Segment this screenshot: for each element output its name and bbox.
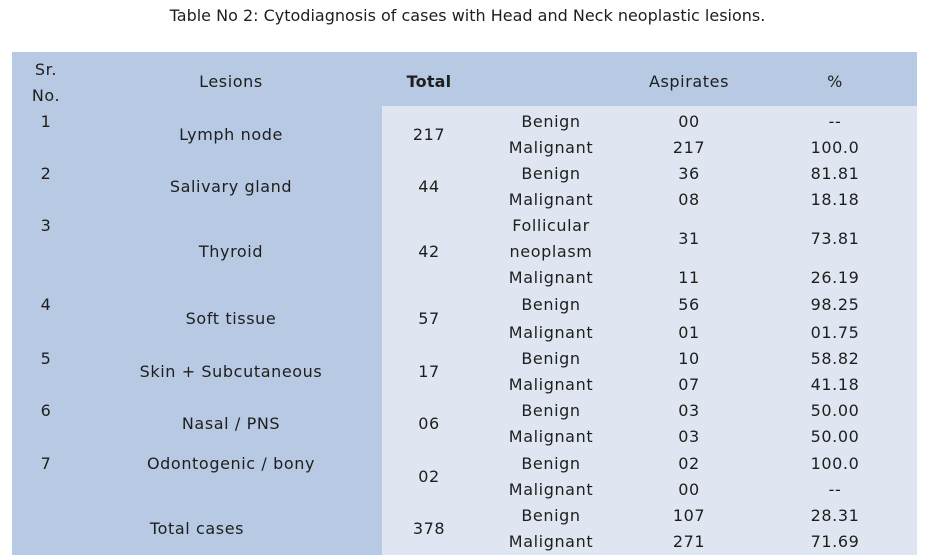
sub-percent: 73.81 <box>810 229 860 248</box>
row-lesion: Skin + Subcutaneous <box>139 362 323 381</box>
sub-percent: 01.75 <box>810 323 860 342</box>
sub-percent: -- <box>828 112 842 131</box>
sub-aspirates: 107 <box>672 506 706 525</box>
sub-type: Malignant <box>508 190 594 209</box>
row-lesion: Salivary gland <box>169 177 293 196</box>
sub-aspirates: 00 <box>678 112 700 131</box>
totals-total: 378 <box>412 519 446 538</box>
row-sr: 4 <box>40 295 52 314</box>
sub-type-line1: Follicular <box>512 216 590 235</box>
sub-type: Benign <box>521 164 581 183</box>
sub-type: Malignant <box>508 375 594 394</box>
row-sr: 6 <box>40 401 52 420</box>
sub-aspirates: 217 <box>672 138 706 157</box>
sub-type: Benign <box>521 506 581 525</box>
sub-type: Malignant <box>508 427 594 446</box>
sub-percent: 50.00 <box>810 427 860 446</box>
row-total: 217 <box>412 125 446 144</box>
sub-percent: 41.18 <box>810 375 860 394</box>
row-lesion: Odontogenic / bony <box>146 454 316 473</box>
header-aspirates: Aspirates <box>648 72 730 91</box>
sub-type: Benign <box>521 112 581 131</box>
sub-percent: 100.0 <box>810 138 860 157</box>
row-lesion: Thyroid <box>198 242 264 261</box>
sub-aspirates: 03 <box>678 401 700 420</box>
sub-type-line2: neoplasm <box>509 242 593 261</box>
sub-type: Benign <box>521 295 581 314</box>
row-lesion: Lymph node <box>179 125 283 144</box>
sub-aspirates: 08 <box>678 190 700 209</box>
row-lesion: Nasal / PNS <box>181 414 281 433</box>
sub-percent: 50.00 <box>810 401 860 420</box>
row-sr: 5 <box>40 349 52 368</box>
row-total: 57 <box>418 309 440 328</box>
sub-aspirates: 07 <box>678 375 700 394</box>
row-lesion: Soft tissue <box>185 309 277 328</box>
header-percent: % <box>827 72 843 91</box>
header-total: Total <box>406 72 452 91</box>
sub-type: Benign <box>521 454 581 473</box>
row-sr: 1 <box>40 112 52 131</box>
sub-aspirates: 56 <box>678 295 700 314</box>
row-sr: 2 <box>40 164 52 183</box>
row-total: 02 <box>418 467 440 486</box>
sub-percent: 71.69 <box>810 532 860 551</box>
header-sr-line1: Sr. <box>34 60 58 79</box>
sub-percent: 81.81 <box>810 164 860 183</box>
sub-type: Malignant <box>508 323 594 342</box>
sub-aspirates: 31 <box>678 229 700 248</box>
sub-aspirates: 11 <box>678 268 700 287</box>
row-sr: 7 <box>40 454 52 473</box>
row-total: 42 <box>418 242 440 261</box>
sub-type: Malignant <box>508 138 594 157</box>
row-total: 06 <box>418 414 440 433</box>
sub-type: Malignant <box>508 480 594 499</box>
sub-percent: -- <box>828 480 842 499</box>
sub-percent: 18.18 <box>810 190 860 209</box>
sub-type: Benign <box>521 349 581 368</box>
sub-type: Malignant <box>508 268 594 287</box>
cytodiagnosis-table <box>12 52 917 555</box>
sub-aspirates: 10 <box>678 349 700 368</box>
sub-type: Benign <box>521 401 581 420</box>
sub-percent: 100.0 <box>810 454 860 473</box>
sub-aspirates: 03 <box>678 427 700 446</box>
header-sr-line2: No. <box>31 86 61 105</box>
sub-aspirates: 36 <box>678 164 700 183</box>
sub-aspirates: 271 <box>672 532 706 551</box>
sub-aspirates: 00 <box>678 480 700 499</box>
row-sr: 3 <box>40 216 52 235</box>
row-total: 44 <box>418 177 440 196</box>
sub-percent: 28.31 <box>810 506 860 525</box>
header-lesions: Lesions <box>199 72 263 91</box>
header-sr-no <box>32 57 60 109</box>
sub-aspirates: 02 <box>678 454 700 473</box>
row-total: 17 <box>418 362 440 381</box>
header-band <box>12 52 917 106</box>
sub-percent: 26.19 <box>810 268 860 287</box>
sub-type: Malignant <box>508 532 594 551</box>
sub-aspirates: 01 <box>678 323 700 342</box>
totals-label: Total cases <box>149 519 245 538</box>
sub-percent: 98.25 <box>810 295 860 314</box>
sub-percent: 58.82 <box>810 349 860 368</box>
table-caption: Table No 2: Cytodiagnosis of cases with Head and Neck neoplastic lesions. <box>169 6 766 25</box>
